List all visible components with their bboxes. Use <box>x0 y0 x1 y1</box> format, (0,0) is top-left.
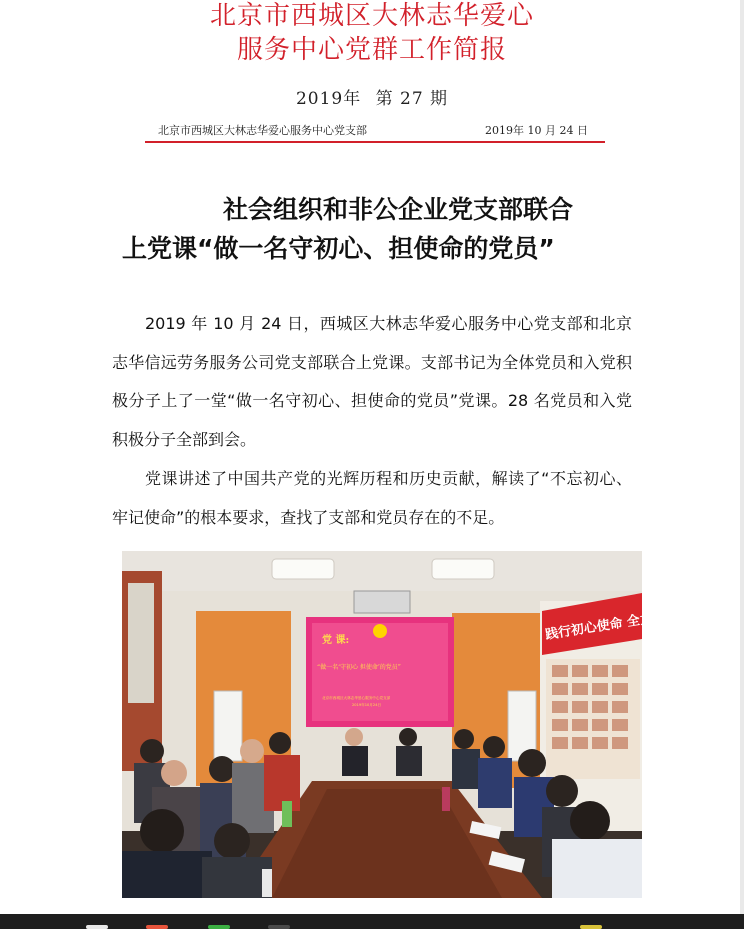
article-title-line2: 上党课“做一名守初心、担使命的党员” <box>122 234 555 263</box>
issuing-organization: 北京市西城区大林志华爱心服务中心党支部 <box>158 124 367 137</box>
taskbar-app-icon-2[interactable] <box>146 925 168 929</box>
left-window <box>128 583 154 703</box>
taskbar-app-icon-1[interactable] <box>86 925 108 929</box>
slogan-banner-text: 践行初心使命 全力 <box>544 611 654 643</box>
taskbar-app-icon-4[interactable] <box>268 925 290 929</box>
slide-footer-date: 2019年10月24日 <box>352 703 382 707</box>
issue-label <box>0 84 744 109</box>
taskbar-app-icon-3[interactable] <box>208 925 230 929</box>
air-conditioner-left <box>214 691 242 761</box>
publication-date: 2019年 10 月 24 日 <box>485 124 588 137</box>
party-emblem-icon <box>373 624 387 638</box>
slide-heading: 党 课: <box>322 635 350 646</box>
masthead-title-line1: 北京市西城区大林志华爱心 <box>209 1 534 31</box>
ceiling-light-left <box>272 559 334 579</box>
page-edge <box>740 0 744 914</box>
article-paragraph-1: 2019 年 10 月 24 日，西城区大林志华爱心服务中心党支部和北京志华信远劳务服务公司党支部联合上党课。支部书记为全体党员和入党积极分子上了一堂“做一名守初心、担使命的党员”党课。28 名党员和入党积极分子全部到会。 <box>112 314 632 449</box>
taskbar <box>0 914 744 929</box>
meeting-photo-illustration <box>122 551 654 898</box>
taskbar-app-icon-5[interactable] <box>580 925 602 929</box>
issue-year: 2019年 <box>295 89 362 109</box>
masthead-title-line2: 服务中心党群工作简报 <box>236 35 507 65</box>
projector <box>354 591 410 613</box>
meeting-photo <box>122 551 654 898</box>
issue-number: 第 27 期 <box>375 89 449 109</box>
masthead-divider <box>145 141 605 143</box>
article-title-line1: 社会组织和非公企业党支部联合 <box>222 195 573 224</box>
slide-footer-org: 北京市西城区大林志华爱心服务中心党支部 <box>322 696 391 700</box>
ceiling-light-right <box>432 559 494 579</box>
slide-subtitle: “做一名‘守初心 担使命’的党员” <box>317 664 401 671</box>
article-paragraph-2: 党课讲述了中国共产党的光辉历程和历史贡献，解读了“不忘初心、牢记使命”的根本要求，查找了支部和党员存在的不足。 <box>112 469 632 527</box>
